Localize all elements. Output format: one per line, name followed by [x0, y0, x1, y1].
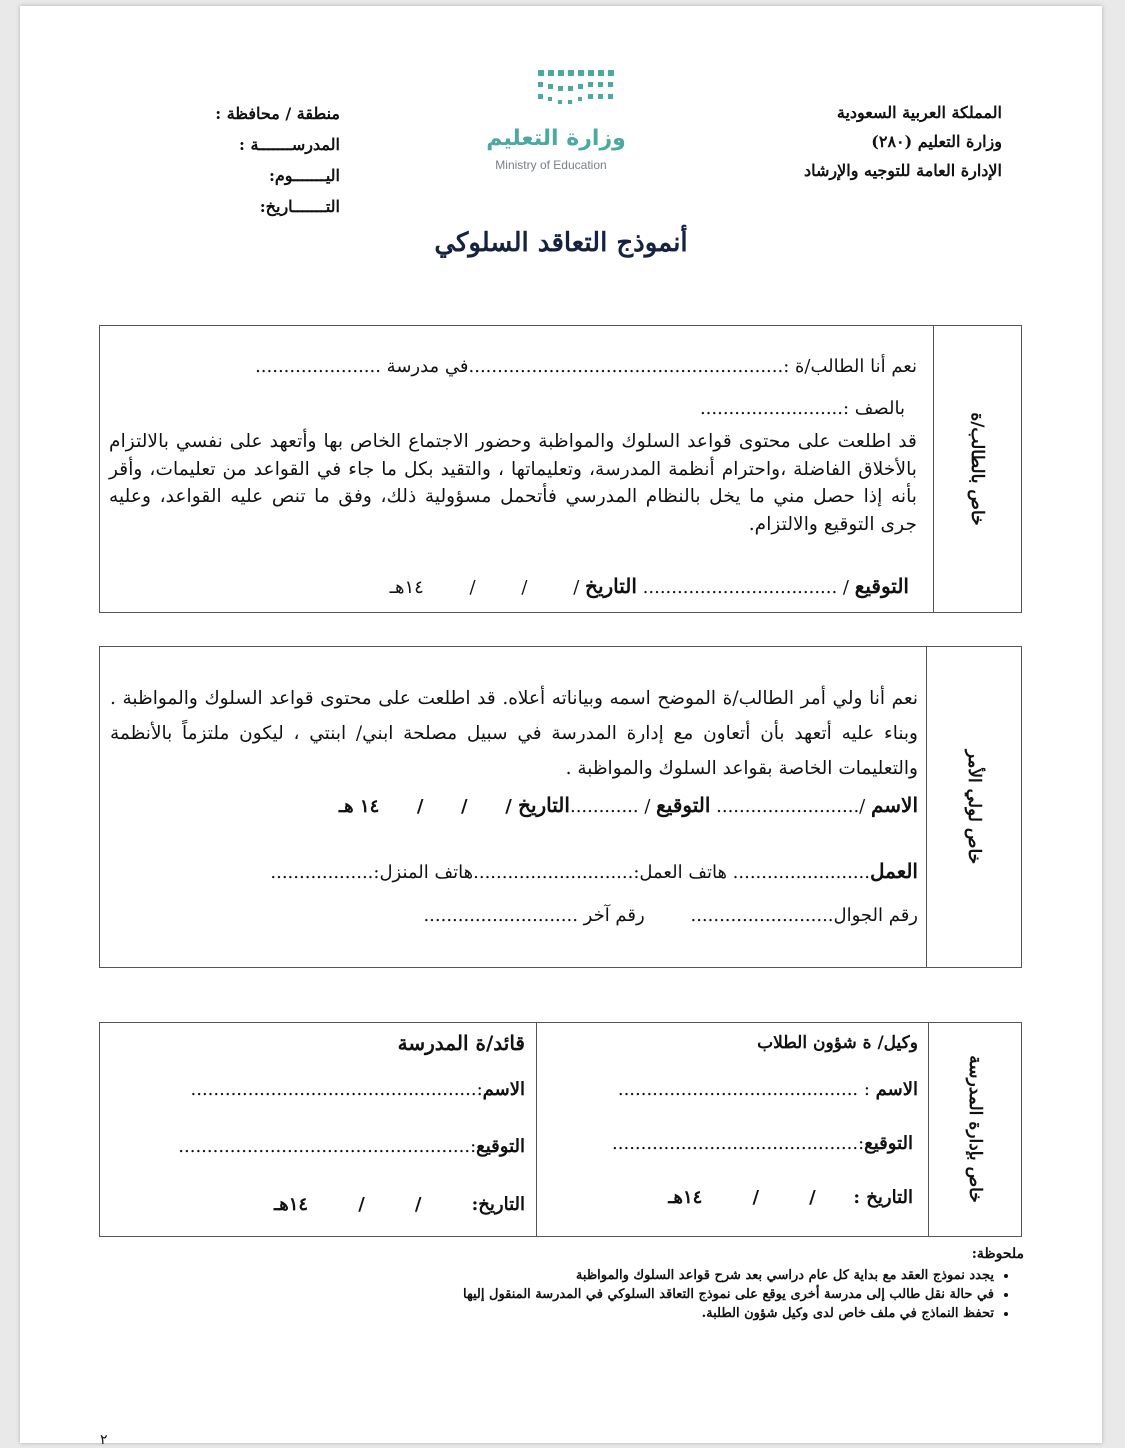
field-school: المدرســـــــة : — [239, 135, 340, 154]
student-pledge-text: قد اطلعت على محتوى قواعد السلوك والمواظبة وحضور الاجتماع الخاص بها وأتعهد على نفسي بالالتزام بالأخلاق الفاضلة ،واحترام أنظمة المدرسة، وتعليماتها ، والتقيد بكل ما جاء في القواعد من تعليمات، وأقر بأنه إذا حصل مني ما يخل بالنظام المدرسي فأتحمل مسؤولية ذلك، وفق ما تنص عليه القواعد، وعليه جرى التوقيع والالتزام. — [109, 431, 917, 535]
note-item: • تحفظ النماذج في ملف خاص لدى وكيل شؤون الطلبة. — [124, 1304, 994, 1323]
principal-name-field: :.................................................. — [190, 1079, 483, 1100]
guardian-name-field: /......................... — [710, 796, 871, 817]
notes — [124, 1246, 1024, 1323]
student-date-label: التاريخ — [585, 574, 637, 598]
deputy-date-row — [668, 1187, 913, 1208]
student-signature-label: التوقيع — [854, 574, 909, 598]
admin-middle-divider — [536, 1023, 537, 1236]
header-org — [702, 98, 1002, 185]
principal-date-row — [274, 1194, 525, 1215]
deputy-date-field: : / / ١٤هـ — [668, 1187, 867, 1208]
student-class-line: بالصف :......................... — [699, 398, 905, 419]
header-country: المملكة العربية السعودية — [836, 103, 1002, 122]
page-title: أنموذج التعاقد السلوكي — [434, 228, 688, 258]
student-section — [99, 325, 1022, 613]
document-page — [20, 6, 1102, 1448]
deputy-sign-field: :........................................... — [612, 1133, 865, 1154]
principal-sign-label: التوقيع — [476, 1136, 525, 1157]
deputy-title: وكيل/ ة شؤون الطلاب — [757, 1033, 918, 1053]
guardian-section — [99, 646, 1022, 968]
guardian-signature-row — [339, 793, 918, 817]
note-item: • في حالة نقل طالب إلى مدرسة أخرى يوقع على نموذج التعاقد السلوكي في المدرسة المنقول إليها — [124, 1285, 994, 1304]
principal-sign-field: :................................................... — [178, 1136, 477, 1157]
guardian-work-label: العمل — [869, 859, 918, 883]
deputy-name-field: : .......................................... — [617, 1079, 876, 1100]
field-date: التـــــــاريخ: — [259, 197, 340, 216]
notes-heading: ملحوظة: — [971, 1246, 1024, 1262]
deputy-name-row — [618, 1079, 918, 1100]
guardian-sign-label: التوقيع — [656, 793, 711, 817]
header-ministry: وزارة التعليم (٢٨٠) — [871, 132, 1002, 151]
guardian-work-phones: ........................ هاتف العمل:............................هاتف المنزل:.................. — [270, 862, 870, 883]
principal-date-label: التاريخ — [478, 1194, 525, 1215]
logo-english-text: Ministry of Education — [495, 158, 607, 172]
guardian-side-column — [926, 647, 1021, 967]
guardian-date-field: / / / ١٤ هـ — [338, 796, 519, 817]
student-name-line: نعم أنا الطالب/ة :.......................................................في مدرسة ...................... — [255, 356, 917, 377]
field-region: منطقة / محافظة : — [215, 104, 340, 123]
field-day: اليـــــــوم: — [268, 166, 340, 185]
deputy-sign-row — [612, 1133, 913, 1154]
principal-date-field: : / / ١٤هـ — [273, 1194, 479, 1215]
header-fields — [200, 98, 340, 222]
guardian-work-row — [270, 859, 918, 883]
principal-sign-row — [178, 1136, 525, 1157]
admin-side-label: خاص بإدارة المدرسة — [965, 1055, 985, 1203]
deputy-name-label: الاسم — [875, 1079, 918, 1100]
guardian-pledge-text: نعم أنا ولي أمر الطالب/ة الموضح اسمه وبياناته أعلاه. قد اطلعت على محتوى قواعد السلوك والمواظبة . وبناء عليه أتعهد بأن أتعاون مع إدارة المدرسة في سبيل مصلحة ابني/ ابنتي ، ليكون ملتزماً بالأنظمة والتعليمات الخاصة بقواعد السلوك والمواظبة . — [110, 688, 918, 779]
ministry-logo — [466, 64, 636, 184]
principal-name-row — [191, 1079, 525, 1100]
guardian-side-label: خاص لولي الأمر — [964, 749, 984, 865]
guardian-sign-field: / ............ — [569, 796, 657, 817]
notes-list — [124, 1266, 1024, 1323]
principal-title: قائد/ة المدرسة — [397, 1031, 525, 1055]
deputy-date-label: التاريخ — [866, 1187, 913, 1208]
guardian-mobile-row: رقم الجوال......................... رقم آخر ........................... — [423, 905, 918, 926]
logo-dots-icon — [466, 64, 636, 124]
student-date-field: / / / ١٤هـ — [389, 577, 586, 598]
student-signature-row — [390, 574, 909, 598]
admin-side-column — [928, 1023, 1021, 1236]
student-signature-field: / .................................. — [636, 577, 855, 598]
note-item: • يجدد نموذج العقد مع بداية كل عام دراسي بعد شرح قواعد السلوك والمواظبة — [124, 1266, 994, 1285]
guardian-date-label: التاريخ — [518, 793, 570, 817]
student-side-label: خاص بالطالب/ة — [967, 412, 987, 526]
deputy-sign-label: التوقيع — [864, 1133, 913, 1154]
student-side-column — [933, 326, 1021, 612]
principal-name-label: الاسم — [482, 1079, 525, 1100]
guardian-name-label: الاسم — [870, 793, 918, 817]
header-department: الإدارة العامة للتوجيه والإرشاد — [803, 161, 1002, 180]
admin-section — [99, 1022, 1022, 1237]
page-number: ٢ — [100, 1432, 108, 1448]
logo-arabic-text: وزارة التعليم — [486, 126, 626, 151]
